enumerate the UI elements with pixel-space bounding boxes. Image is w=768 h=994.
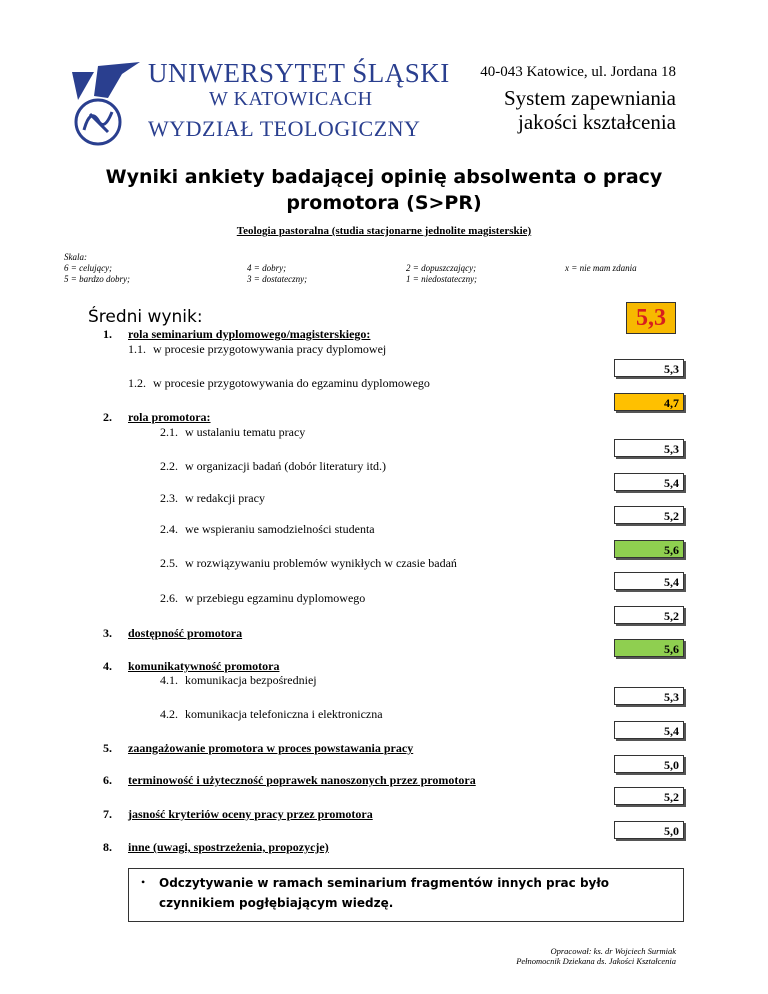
scale-legend-col2: 4 = dobry; 3 = dostateczny; bbox=[247, 263, 308, 284]
scale-legend-col3: 2 = dopuszczający; 1 = niedostateczny; bbox=[406, 263, 478, 284]
scale-legend-col4: x = nie mam zdania bbox=[565, 263, 637, 273]
subitem-2-3: 2.3. w redakcji pracy bbox=[160, 491, 265, 505]
score-box: 5,3 bbox=[614, 687, 684, 705]
average-label: Średni wynik: bbox=[88, 307, 203, 327]
university-name: UNIWERSYTET ŚLĄSKI bbox=[148, 58, 450, 88]
subitem-2-1: 2.1. w ustalaniu tematu pracy bbox=[160, 425, 306, 439]
comment-text: Odczytywanie w ramach seminarium fragmentów innych prac było czynnikiem pogłębiającym wiedzę. bbox=[159, 876, 610, 910]
subitem-2-2: 2.2. w organizacji badań (dobór literatury itd.) bbox=[160, 459, 387, 473]
score-box: 5,2 bbox=[614, 606, 684, 624]
score-box: 5,6 bbox=[614, 540, 684, 558]
subitem-2-5: 2.5. w rozwiązywaniu problemów wynikłych w czasie badań bbox=[160, 556, 457, 570]
average-score: 5,3 bbox=[626, 302, 676, 334]
university-logo bbox=[64, 58, 144, 148]
score-box: 5,3 bbox=[614, 439, 684, 457]
score-box: 5,6 bbox=[614, 639, 684, 657]
university-city: W KATOWICACH bbox=[209, 88, 373, 110]
bullet-icon: • bbox=[141, 875, 146, 889]
score-box: 5,2 bbox=[614, 506, 684, 524]
comments-box bbox=[128, 868, 684, 922]
address: 40-043 Katowice, ul. Jordana 18 bbox=[480, 64, 676, 80]
score-box: 5,0 bbox=[614, 755, 684, 773]
study-program: Teologia pastoralna (studia stacjonarne jednolite magisterskie) bbox=[236, 225, 532, 237]
subitem-2-6: 2.6. w przebiegu egzaminu dyplomowego bbox=[160, 591, 366, 605]
score-box: 5,4 bbox=[614, 572, 684, 590]
subitem-1-1: 1.1. w procesie przygotowywania pracy dyplomowej bbox=[128, 342, 387, 356]
subitem-2-4: 2.4. we wspieraniu samodzielności studenta bbox=[160, 522, 375, 536]
footer-author: Opracował: ks. dr Wojciech Surmiak Pełnomocnik Dziekana ds. Jakości Kształcenia bbox=[516, 946, 676, 966]
subitem-1-2: 1.2. w procesie przygotowywania do egzaminu dyplomowego bbox=[128, 376, 430, 390]
score-box: 5,2 bbox=[614, 787, 684, 805]
score-box: 5,0 bbox=[614, 821, 684, 839]
scale-legend: Skala: 6 = celujący; 5 = bardzo dobry; bbox=[64, 252, 130, 284]
score-box: 4,7 bbox=[614, 393, 684, 411]
faculty-name: WYDZIAŁ TEOLOGICZNY bbox=[148, 116, 421, 141]
system-title-line2: jakości kształcenia bbox=[517, 110, 676, 134]
score-box: 5,3 bbox=[614, 359, 684, 377]
score-box: 5,4 bbox=[614, 721, 684, 739]
document-title: Wyniki ankiety badającej opinię absolwenta o pracy promotora (S>PR) bbox=[105, 166, 663, 214]
system-title-line1: System zapewniania bbox=[503, 86, 676, 110]
subitem-4-1: 4.1. komunikacja bezpośredniej bbox=[160, 673, 317, 687]
subitem-4-2: 4.2. komunikacja telefoniczna i elektroniczna bbox=[160, 707, 383, 721]
score-box: 5,4 bbox=[614, 473, 684, 491]
